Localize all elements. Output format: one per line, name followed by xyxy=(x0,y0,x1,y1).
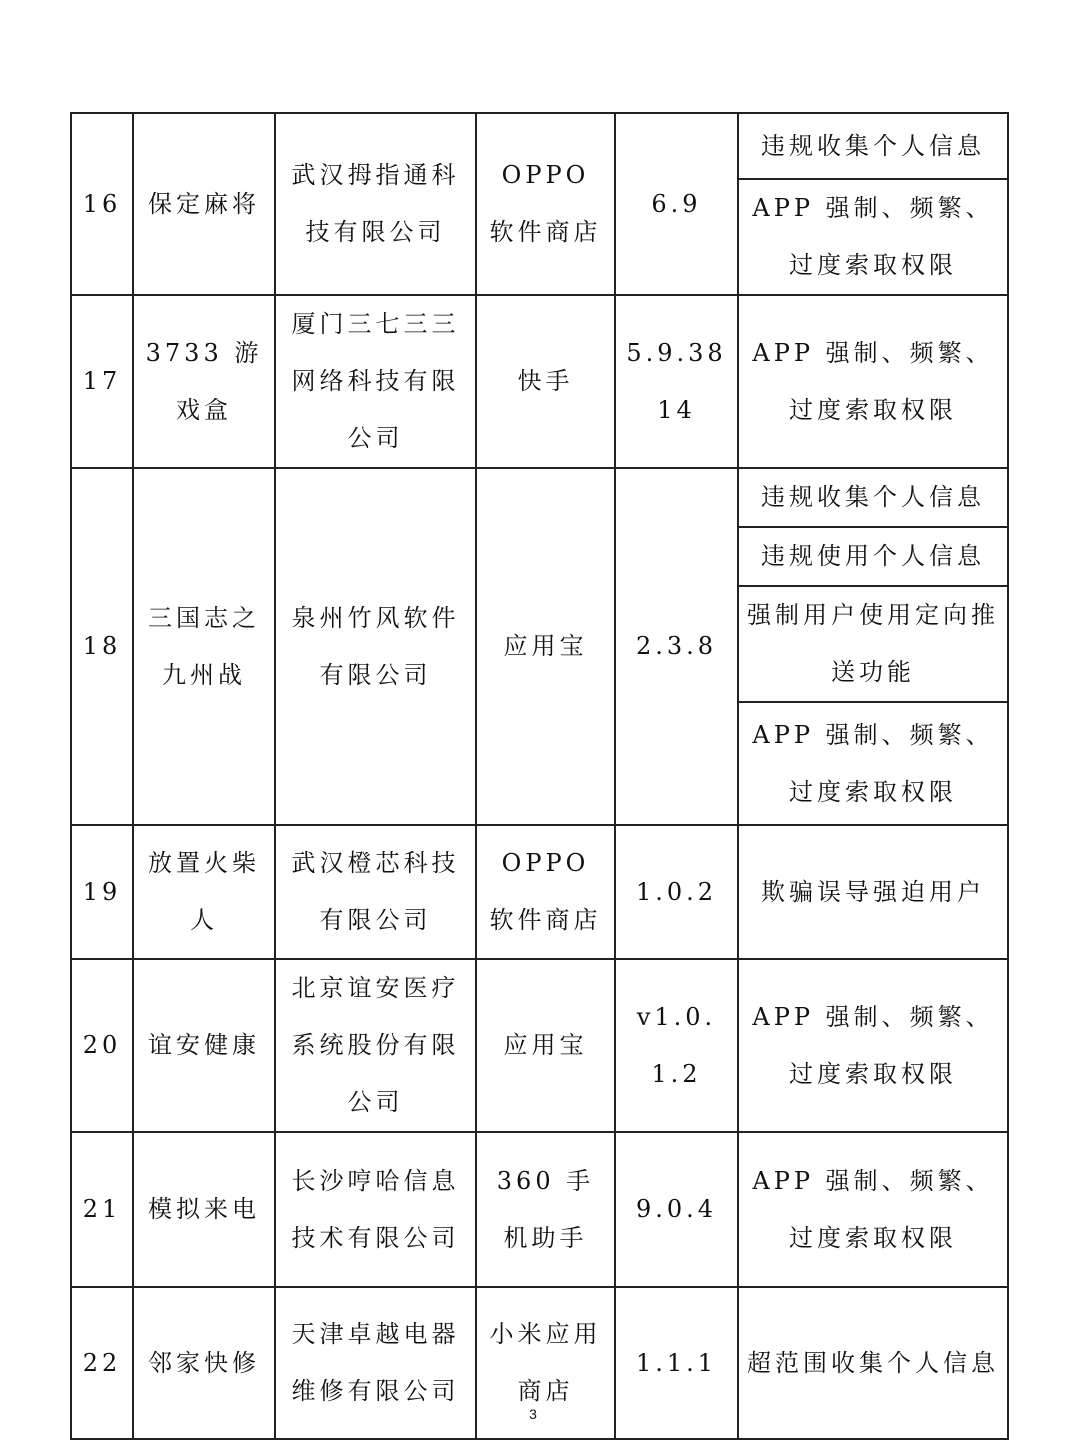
developer-company: 天津卓越电器维修有限公司 xyxy=(275,1287,476,1439)
app-name: 放置火柴人 xyxy=(133,825,275,959)
issue-cell: 违规使用个人信息 xyxy=(738,527,1008,586)
table-row xyxy=(71,295,1008,468)
app-version: v1.0.1.2 xyxy=(615,959,738,1132)
table-row xyxy=(71,959,1008,1132)
app-store: OPPO 软件商店 xyxy=(476,113,615,295)
developer-company: 厦门三七三三网络科技有限公司 xyxy=(275,295,476,468)
app-store: 小米应用商店 xyxy=(476,1287,615,1439)
table-row xyxy=(71,825,1008,959)
issue-cell: APP 强制、频繁、过度索取权限 xyxy=(738,295,1008,468)
app-store: 应用宝 xyxy=(476,959,615,1132)
row-number: 16 xyxy=(71,113,133,295)
app-store: OPPO 软件商店 xyxy=(476,825,615,959)
row-number: 20 xyxy=(71,959,133,1132)
app-name: 保定麻将 xyxy=(133,113,275,295)
page-number: 3 xyxy=(529,1406,537,1422)
developer-company: 北京谊安医疗系统股份有限公司 xyxy=(275,959,476,1132)
table-row xyxy=(71,1132,1008,1287)
developer-company: 武汉拇指通科技有限公司 xyxy=(275,113,476,295)
table-row xyxy=(71,468,1008,527)
issue-cell: APP 强制、频繁、过度索取权限 xyxy=(738,702,1008,825)
issue-cell: 强制用户使用定向推送功能 xyxy=(738,586,1008,702)
app-version: 1.1.1 xyxy=(615,1287,738,1439)
app-store: 360 手机助手 xyxy=(476,1132,615,1287)
row-number: 21 xyxy=(71,1132,133,1287)
table-row xyxy=(71,113,1008,179)
app-store: 应用宝 xyxy=(476,468,615,825)
app-name: 谊安健康 xyxy=(133,959,275,1132)
issue-cell: 超范围收集个人信息 xyxy=(738,1287,1008,1439)
app-violation-table xyxy=(70,112,1009,1440)
issue-cell: APP 强制、频繁、过度索取权限 xyxy=(738,959,1008,1132)
app-version: 9.0.4 xyxy=(615,1132,738,1287)
developer-company: 长沙哼哈信息技术有限公司 xyxy=(275,1132,476,1287)
app-version: 2.3.8 xyxy=(615,468,738,825)
app-name: 邻家快修 xyxy=(133,1287,275,1439)
issue-cell: 违规收集个人信息 xyxy=(738,113,1008,179)
app-name: 3733 游戏盒 xyxy=(133,295,275,468)
app-name: 模拟来电 xyxy=(133,1132,275,1287)
app-version: 6.9 xyxy=(615,113,738,295)
row-number: 18 xyxy=(71,468,133,825)
app-store: 快手 xyxy=(476,295,615,468)
row-number: 22 xyxy=(71,1287,133,1439)
row-number: 17 xyxy=(71,295,133,468)
row-number: 19 xyxy=(71,825,133,959)
developer-company: 武汉橙芯科技有限公司 xyxy=(275,825,476,959)
issue-cell: 欺骗误导强迫用户 xyxy=(738,825,1008,959)
developer-company: 泉州竹风软件有限公司 xyxy=(275,468,476,825)
app-version: 1.0.2 xyxy=(615,825,738,959)
app-name: 三国志之九州战 xyxy=(133,468,275,825)
issue-cell: APP 强制、频繁、过度索取权限 xyxy=(738,1132,1008,1287)
issue-cell: APP 强制、频繁、过度索取权限 xyxy=(738,179,1008,295)
app-version: 5.9.3814 xyxy=(615,295,738,468)
issue-cell: 违规收集个人信息 xyxy=(738,468,1008,527)
